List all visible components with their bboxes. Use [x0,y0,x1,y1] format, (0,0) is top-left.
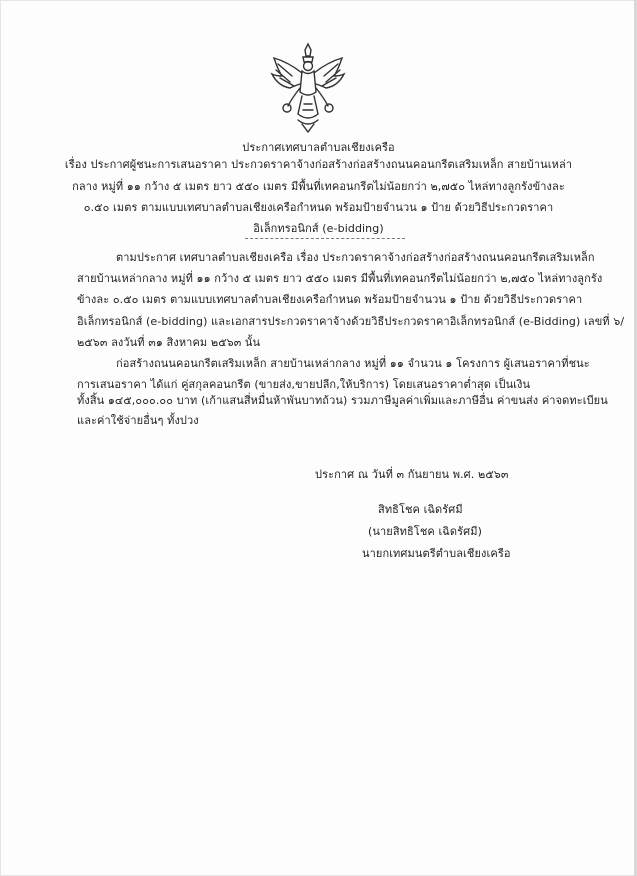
subject-line: อิเล็กทรอนิกส์ (e-bidding) [253,222,384,235]
subject-line: ๐.๕๐ เมตร ตามแบบเทศบาลตำบลเชียงเครือกำหนด พร้อมป้ายจำนวน ๑ ป้าย ด้วยวิธีประกวดราคา [83,201,554,214]
body-line: ตามประกาศ เทศบาลตำบลเชียงเครือ เรื่อง ประกวดราคาจ้างก่อสร้างก่อสร้างถนนคอนกรีตเสริมเหล็ก [116,251,595,264]
body-line: ๒๕๖๓ ลงวันที่ ๓๑ สิงหาคม ๒๕๖๓ นั้น [77,336,261,349]
subject-line: กลาง หมู่ที่ ๑๑ กว้าง ๕ เมตร ยาว ๕๕๐ เมตร มีพื้นที่เทคอนกรีตไม่น้อยกว่า ๒,๗๕๐ ไหล่ทางลูกรังข้างละ [72,180,565,193]
subject-line: เรื่อง ประกาศผู้ชนะการเสนอราคา ประกวดราคาจ้างก่อสร้างก่อสร้างถนนคอนกรีตเสริมเหล็ก สายบ้านเหล่า [64,158,573,171]
announce-date: ประกาศ ณ วันที่ ๓ กันยายน พ.ศ. ๒๕๖๓ [315,468,509,481]
org-title: ประกาศเทศบาลตำบลเชียงเครือ [242,141,395,154]
body-line: และค่าใช้จ่ายอื่นๆ ทั้งปวง [77,414,199,427]
body-line: สายบ้านเหล่ากลาง หมู่ที่ ๑๑ กว้าง ๕ เมตร ยาว ๕๕๐ เมตร มีพื้นที่เทคอนกรีตไม่น้อยกว่า ๒,๗๕๐ ไหล่ทางลูกรัง [77,272,603,285]
section-divider [245,238,405,239]
signer-position: นายกเทศมนตรีตำบลเชียงเครือ [362,547,511,560]
body-line: ก่อสร้างถนนคอนกรีตเสริมเหล็ก สายบ้านเหล่ากลาง หมู่ที่ ๑๑ จำนวน ๑ โครงการ ผู้เสนอราคาที่ชนะ [116,357,590,370]
body-line: ข้างละ ๐.๕๐ เมตร ตามแบบเทศบาลตำบลเชียงเครือกำหนด พร้อมป้ายจำนวน ๑ ป้าย ด้วยวิธีประกวดราคา [77,293,583,306]
garuda-emblem-icon [268,40,348,135]
body-line: การเสนอราคา ได้แก่ คู่สกุลคอนกรีต (ขายส่ง,ขายปลีก,ให้บริการ) โดยเสนอราคาต่ำสุด เป็นเงิน [77,378,531,391]
body-line: อิเล็กทรอนิกส์ (e-bidding) และเอกสารประกวดราคาจ้างด้วยวิธีประกวดราคาอิเล็กทรอนิกส์ (e-Bidding) เลขที่ ๖/ [77,315,625,328]
body-line: ทั้งสิ้น ๑๔๕,๐๐๐.๐๐ บาท (เก้าแสนสี่หมื่นห้าพันบาทถ้วน) รวมภาษีมูลค่าเพิ่มและภาษีอื่น ค่าขนส่ง ค่าจดทะเบียน [77,394,608,407]
signature: สิทธิโชค เฉิดรัศมี [378,503,463,516]
signer-name: (นายสิทธิโชค เฉิดรัศมี) [368,525,482,538]
